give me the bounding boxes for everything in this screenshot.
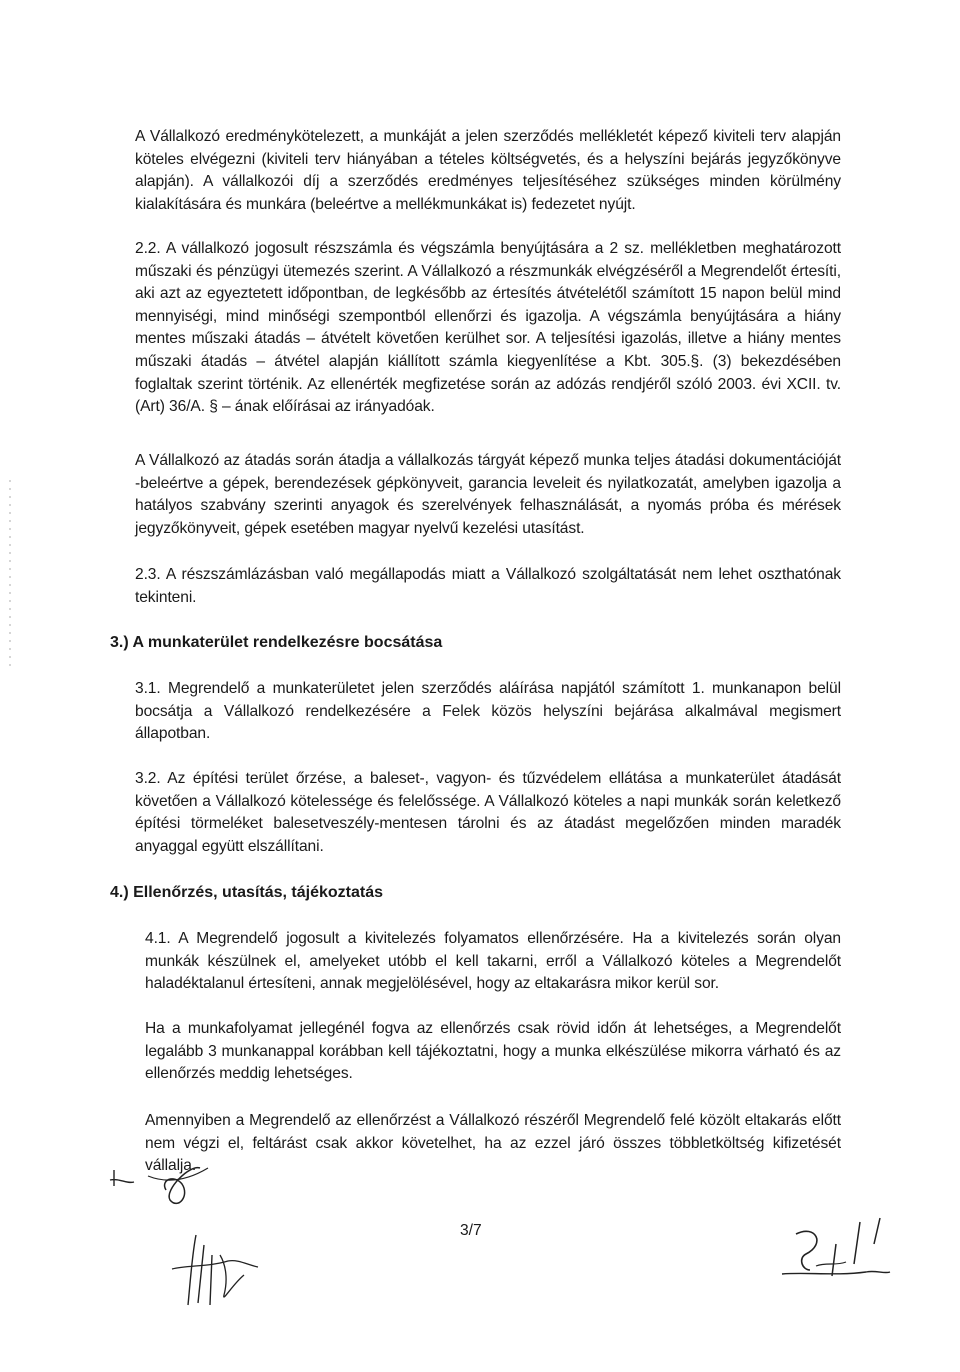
section-heading-3: 3.) A munkaterület rendelkezésre bocsátása xyxy=(110,634,443,651)
page-number: 3/7 xyxy=(460,1222,482,1239)
paragraph-3-1-work-area: 3.1. Megrendelő a munkaterületet jelen szerződés aláírása napjától számított 1. munkanapon belül bocsátja a Vállalkozó rendelkezésére a Felek közös helyszíni bejárása alkalmával megismert állapotban. xyxy=(135,680,841,743)
section-heading-4: 4.) Ellenőrzés, utasítás, tájékoztatás xyxy=(110,884,383,901)
paragraph-contractor-obligation: A Vállalkozó eredménykötelezett, a munkáját a jelen szerződés mellékletét képező kiviteli terv alapján köteles elvégezni (kiviteli terv hiányában a tételes költségvetés, és a helyszíni bejárás jegyzőkönyve alapján). A vállalkozói díj a szerződés eredményes teljesítéséhez szükséges minden körülmény kialakítására és munkára (beleértve a mellékmunkákat is) fedezetet nyújt. xyxy=(135,128,841,213)
paragraph-3-2-site-security: 3.2. Az építési terület őrzése, a baleset-, vagyon- és tűzvédelem ellátása a munkaterület átadását követően a Vállalkozó kötelessége és felelőssége. A Vállalkozó köteles a napi munkák során keletkező építési törmeléket balesetveszély-mentesen tárolni és az átadást megelőzően minden maradék anyaggal együtt elszállítani. xyxy=(135,770,841,855)
margin-mark xyxy=(6,480,14,685)
paragraph-handover-documentation: A Vállalkozó az átadás során átadja a vállalkozás tárgyát képező munka teljes átadási dokumentációját -beleértve a gépek, berendezések gépkönyveit, garancia leveleit és nyilatkozatát, amelyben igazolja a hatályos szabvány szerinti anyagok és szerelvények felhasználását, a nyomás próba és mérések jegyzőkönyveit, gépek esetében magyar nyelvű kezelési utasítást. xyxy=(135,452,841,537)
handwritten-signature-right xyxy=(776,1214,906,1294)
handwritten-signature-center xyxy=(168,1225,268,1315)
handwritten-initials-left xyxy=(108,1140,228,1220)
paragraph-2-3-partial-invoicing: 2.3. A részszámlázásban való megállapodás miatt a Vállalkozó szolgáltatását nem lehet oszthatónak tekinteni. xyxy=(135,566,841,606)
paragraph-uncovering-costs: Amennyiben a Megrendelő az ellenőrzést a Vállalkozó részéről Megrendelő felé közölt eltakarás előtt nem végzi el, feltárást csak akkor követelhet, ha az ezzel járó összes többletköltség kifizetését vállalja. xyxy=(145,1112,841,1175)
paragraph-4-1-inspection: 4.1. A Megrendelő jogosult a kivitelezés folyamatos ellenőrzésére. Ha a kivitelezés során olyan munkák készülnek el, amelyeket utóbb el kell takarni, erről a Vállalkozó köteles a Megrendelőt haladéktalanul értesíteni, annak megjelölésével, hogy az eltakarásra mikor kerül sor. xyxy=(145,930,841,993)
paragraph-inspection-notice: Ha a munkafolyamat jellegénél fogva az ellenőrzés csak rövid időn át lehetséges, a Megrendelőt legalább 3 munkanappal korábban kell tájékoztatni, hogy a munka elkészülése mikorra várható és az ellenőrzés meddig lehetséges. xyxy=(145,1020,841,1083)
paragraph-2-2-invoicing: 2.2. A vállalkozó jogosult részszámla és végszámla benyújtására a 2 sz. mellékletben meghatározott műszaki és pénzügyi ütemezés szerint. A Vállalkozó a részmunkák elvégzéséről a Megrendelőt értesíti, aki azt az egyeztetett időpontban, de legkésőbb az értesítés átvételétől számított 15 napon belül mind mennyiségi, mind minőségi szempontból ellenőrzi és igazolja. A végszámla benyújtására a hiány mentes műszaki átadás – átvételt követően kerülhet sor. A teljesítési igazolás, illetve a hiány mentes műszaki átadás – átvétel alapján kiállított számla kiegyenlítése a Kbt. 305.§. (3) bekezdésében foglaltak szerint történik. Az ellenérték megfizetése során az adózás rendjéről szóló 2003. évi XCII. tv. (Art) 36/A. § – ának előírásai az irányadóak. xyxy=(135,240,841,416)
